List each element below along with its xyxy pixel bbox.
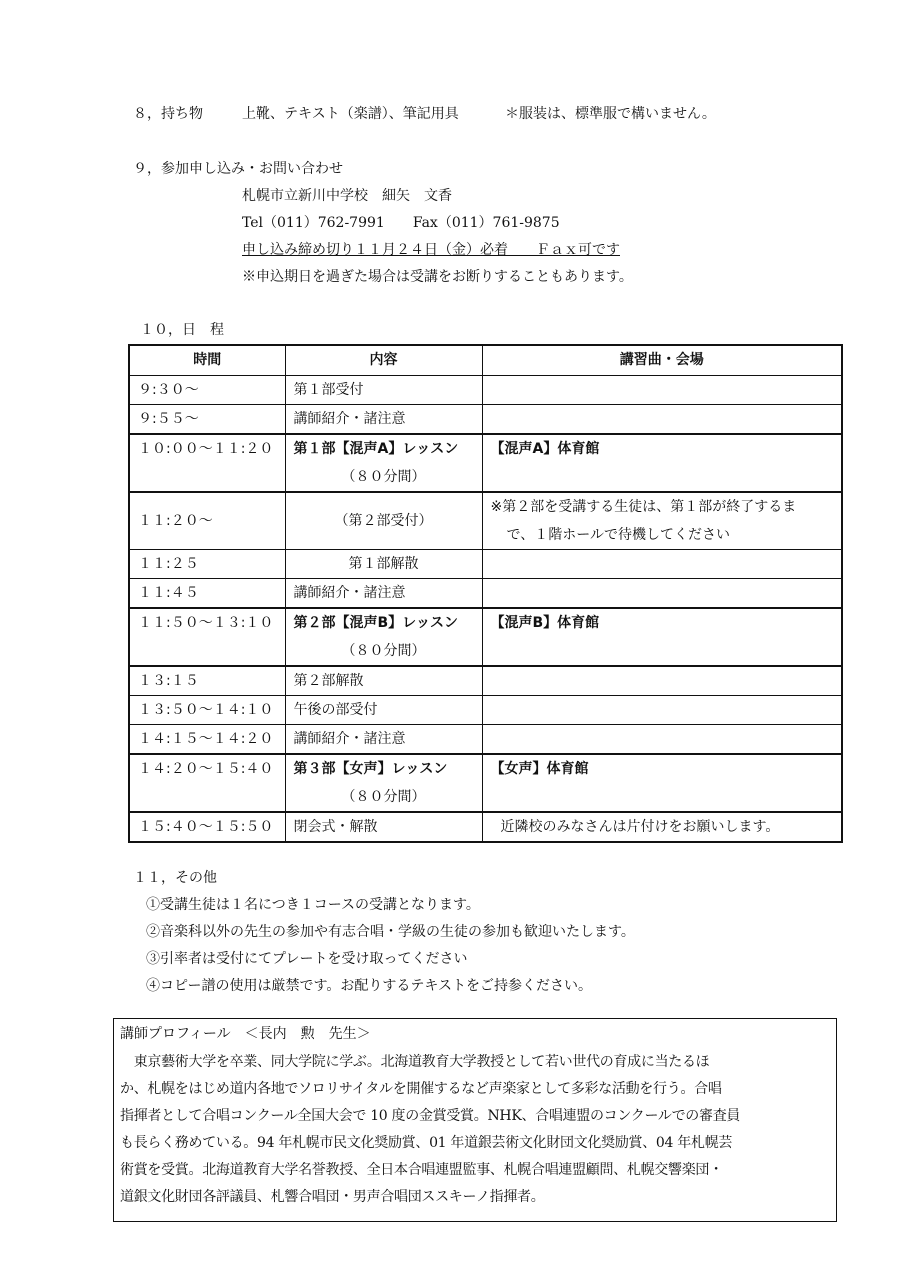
item11-label: １１，その他 xyxy=(133,870,217,886)
note-item: ①受講生徒は１名につき１コースの受講となります。 xyxy=(146,897,480,913)
content-cell: 第２部解散 xyxy=(285,666,482,696)
note-item: ②音楽科以外の先生の参加や有志合唱・学級の生徒の参加も歓迎いたします。 xyxy=(146,924,635,940)
time-cell: １４:１５～１４:２０ xyxy=(129,725,285,755)
venue-cell: 【女声】体育館 xyxy=(482,754,842,812)
deadline: 申し込み締め切り１１月２４日（金）必着 Ｆａｘ可です xyxy=(242,242,620,258)
content-cell xyxy=(285,608,482,666)
contact-phone: Tel（011）762-7991 Fax（011）761-9875 xyxy=(242,215,560,231)
profile-title: 講師プロフィール ＜長内 勲 先生＞ xyxy=(120,1026,371,1042)
header-content: 内容 xyxy=(285,345,482,376)
time-cell: １３:１５ xyxy=(129,666,285,696)
table-row xyxy=(129,434,842,492)
time-cell: １３:５０～１４:１０ xyxy=(129,696,285,725)
content-sub: （８０分間） xyxy=(341,469,426,485)
instructor-profile-box xyxy=(113,1018,837,1222)
table-row xyxy=(129,754,842,812)
item8-note: ＊服装は、標準服で構いません。 xyxy=(505,106,716,122)
venue-cell xyxy=(482,492,842,550)
time-cell: １１:４５ xyxy=(129,579,285,609)
item10-label: １０，日 程 xyxy=(140,322,224,338)
content-cell: 第１部解散 xyxy=(285,550,482,579)
table-row xyxy=(129,405,842,435)
header-time: 時間 xyxy=(129,345,285,376)
venue-cell: 【混声A】体育館 xyxy=(482,434,842,492)
venue-cell xyxy=(482,376,842,405)
time-cell: ９:３０～ xyxy=(129,376,285,405)
time-cell: ９:５５～ xyxy=(129,405,285,435)
item8-label: ８，持ち物 xyxy=(133,106,203,122)
venue-line: ※第２部を受講する生徒は、第１部が終了するま xyxy=(490,499,797,515)
table-row xyxy=(129,376,842,405)
venue-cell xyxy=(482,666,842,696)
content-sub: （８０分間） xyxy=(341,643,426,659)
content-cell: 閉会式・解散 xyxy=(285,812,482,842)
time-cell: １５:４０～１５:５０ xyxy=(129,812,285,842)
content-cell: 講師紹介・諸注意 xyxy=(285,405,482,435)
header-venue: 講習曲・会場 xyxy=(482,345,842,376)
profile-line: も長らく務めている。94 年札幌市民文化奨励賞、01 年道銀芸術文化財団文化奨励賞、04 年札幌芸 xyxy=(120,1135,733,1151)
venue-cell xyxy=(482,550,842,579)
note-item: ④コピー譜の使用は厳禁です。お配りするテキストをご持参ください。 xyxy=(146,978,593,994)
table-row xyxy=(129,492,842,550)
table-row xyxy=(129,666,842,696)
profile-line: 道銀文化財団各評議員、札響合唱団・男声合唱団ススキーノ指揮者。 xyxy=(120,1189,545,1205)
content-cell: 講師紹介・諸注意 xyxy=(285,725,482,755)
content-cell: 講師紹介・諸注意 xyxy=(285,579,482,609)
contact-name: 札幌市立新川中学校 細矢 文香 xyxy=(242,188,452,204)
table-row xyxy=(129,725,842,755)
note-item: ③引率者は受付にてプレートを受け取ってください xyxy=(146,951,468,967)
item8-items: 上靴、テキスト（楽譜）、筆記用具 xyxy=(242,106,459,122)
table-row xyxy=(129,696,842,725)
venue-line: で、１階ホールで待機してください xyxy=(506,527,730,543)
venue-cell xyxy=(482,696,842,725)
content-cell: 第１部受付 xyxy=(285,376,482,405)
venue-cell xyxy=(482,405,842,435)
content-cell: （第２部受付） xyxy=(285,492,482,550)
venue-cell xyxy=(482,725,842,755)
content-main: 第３部【女声】レッスン xyxy=(293,761,448,777)
table-row xyxy=(129,550,842,579)
content-sub: （８０分間） xyxy=(341,789,426,805)
time-cell: １１:２０～ xyxy=(129,492,285,550)
table-row xyxy=(129,579,842,609)
content-cell xyxy=(285,434,482,492)
content-cell: 午後の部受付 xyxy=(285,696,482,725)
time-cell: １１:２５ xyxy=(129,550,285,579)
content-cell xyxy=(285,754,482,812)
table-row xyxy=(129,608,842,666)
content-main: 第２部【混声B】レッスン xyxy=(293,615,459,631)
schedule-table xyxy=(128,344,843,843)
table-header xyxy=(129,345,842,376)
time-cell: １４:２０～１５:４０ xyxy=(129,754,285,812)
deadline-warning: ※申込期日を過ぎた場合は受講をお断りすることもあります。 xyxy=(242,269,633,285)
time-cell: １０:００～１１:２０ xyxy=(129,434,285,492)
profile-line: 東京藝術大学を卒業、同大学院に学ぶ。北海道教育大学教授として若い世代の育成に当たるほ xyxy=(120,1054,710,1070)
profile-line: 術賞を受賞。北海道教育大学名誉教授、全日本合唱連盟監事、札幌合唱連盟顧問、札幌交響楽団・ xyxy=(120,1162,723,1178)
profile-line: 指揮者として合唱コンクール全国大会で 10 度の金賞受賞。NHK、合唱連盟のコンクールでの審査員 xyxy=(120,1108,741,1124)
venue-cell: 【混声B】体育館 xyxy=(482,608,842,666)
time-cell: １１:５０～１３:１０ xyxy=(129,608,285,666)
venue-cell: 近隣校のみなさんは片付けをお願いします。 xyxy=(482,812,842,842)
profile-line: か、札幌をはじめ道内各地でソロリサイタルを開催するなど声楽家として多彩な活動を行う。合唱 xyxy=(120,1081,722,1097)
content-main: 第１部【混声A】レッスン xyxy=(293,441,459,457)
venue-cell xyxy=(482,579,842,609)
item9-label: ９，参加申し込み・お問い合わせ xyxy=(133,161,343,177)
table-row xyxy=(129,812,842,842)
